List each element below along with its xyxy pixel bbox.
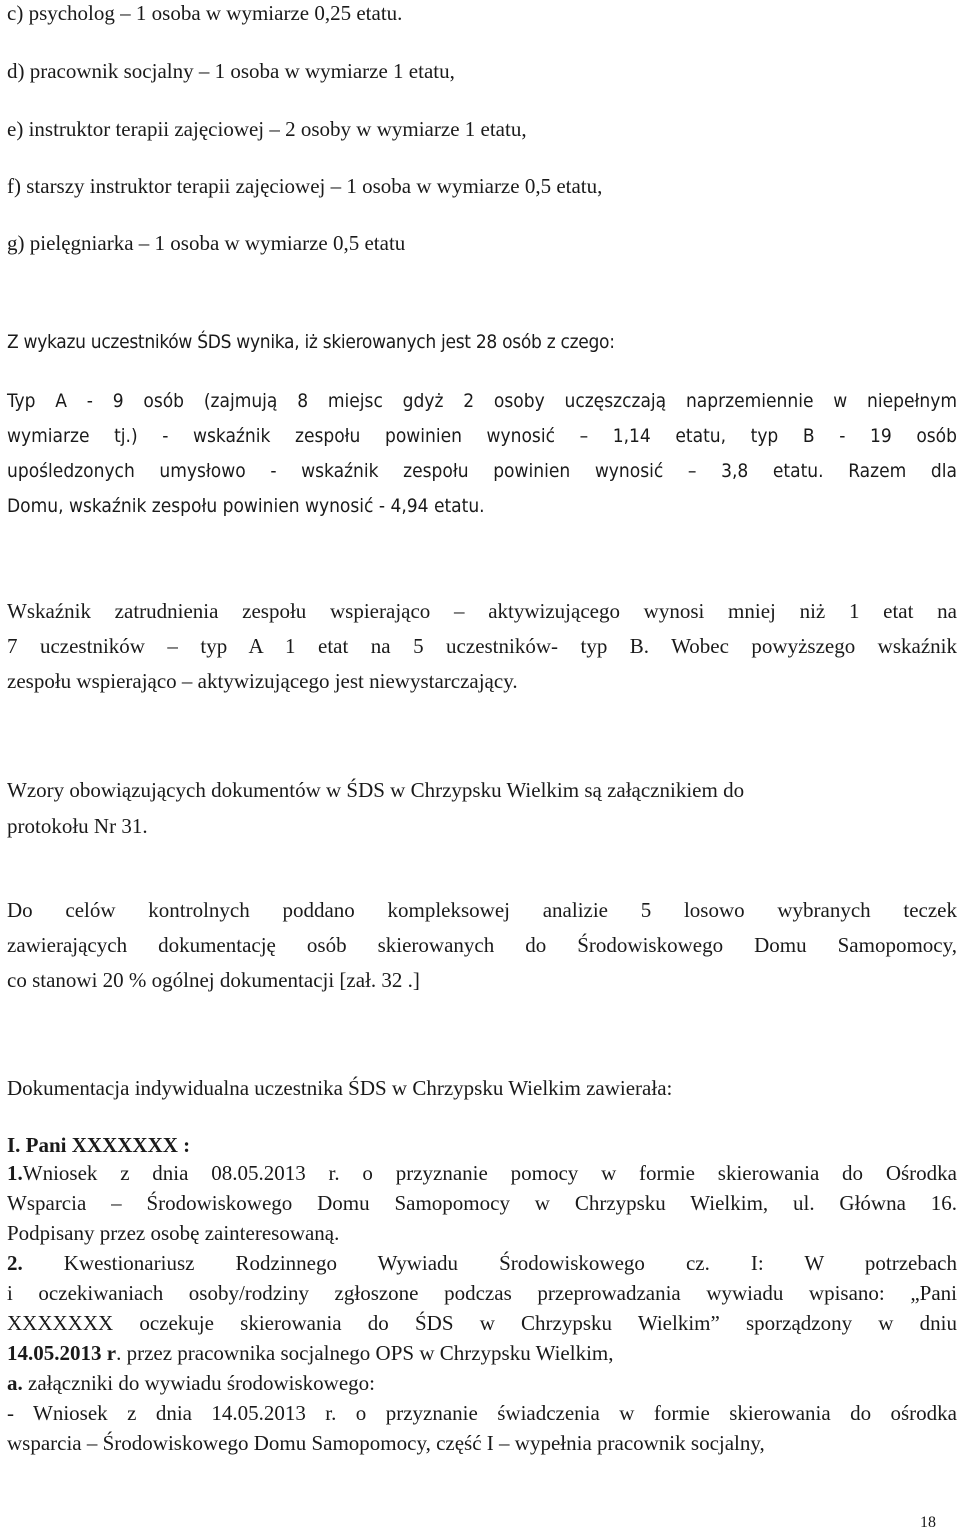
- templates-paragraph: [7, 772, 957, 844]
- participants-text: Z wykazu uczestników ŚDS wynika, iż skierowanych jest 28 osób z czego:: [7, 331, 615, 353]
- control-line-1: Do celów kontrolnych poddano kompleksowej analizie 5 losowo wybranych teczek: [7, 898, 957, 922]
- list-item-g: g) pielęgniarka – 1 osoba w wymiarze 0,5 etatu: [7, 231, 406, 255]
- item-2-number: 2.: [7, 1251, 23, 1275]
- list-item-f: f) starszy instruktor terapii zajęciowej – 1 osoba w wymiarze 0,5 etatu,: [7, 174, 603, 198]
- item-2: [7, 1248, 957, 1368]
- control-line-3: co stanowi 20 % ogólnej dokumentacji [zał. 32 .]: [7, 968, 420, 992]
- item-1-line-3: Podpisany przez osobę zainteresowaną.: [7, 1221, 340, 1245]
- types-line-2: wymiarze tj.) - wskaźnik zespołu powinien wynosić – 1,14 etatu, typ B - 19 osób: [7, 425, 957, 447]
- item-a-label: a.: [7, 1371, 23, 1395]
- list-item-e: e) instruktor terapii zajęciowej – 2 osoby w wymiarze 1 etatu,: [7, 117, 527, 141]
- indicator-line-1: Wskaźnik zatrudnienia zespołu wspierająco – aktywizującego wynosi mniej niż 1 etat na: [7, 599, 957, 623]
- types-line-3: upośledzonych umysłowo - wskaźnik zespołu powinien wynosić – 3,8 etatu. Razem dla: [7, 460, 957, 482]
- documentation-intro: [7, 1073, 957, 1103]
- item-2-line-3: XXXXXXX oczekuje skierowania do ŚDS w Chrzypsku Wielkim” sporządzony w dniu: [7, 1311, 957, 1335]
- item-1-line-2: Wsparcia – Środowiskowego Domu Samopomocy w Chrzypsku Wielkim, ul. Główna 16.: [7, 1191, 957, 1215]
- item-a: [7, 1368, 957, 1398]
- templates-line-2: protokołu Nr 31.: [7, 814, 148, 838]
- section-heading: I. Pani XXXXXXX :: [7, 1133, 191, 1157]
- types-paragraph: [7, 384, 957, 524]
- item-2-line-1: Kwestionariusz Rodzinnego Wywiadu Środowiskowego cz. I: W potrzebach: [22, 1251, 957, 1275]
- item-2-line-4: . przez pracownika socjalnego OPS w Chrzypsku Wielkim,: [116, 1341, 614, 1365]
- item-1: [7, 1158, 957, 1248]
- list-item-d: d) pracownik socjalny – 1 osoba w wymiarze 1 etatu,: [7, 59, 455, 83]
- templates-line-1: Wzory obowiązujących dokumentów w ŚDS w Chrzypsku Wielkim są załącznikiem do: [7, 778, 745, 802]
- indicator-line-3: zespołu wspierająco – aktywizującego jest niewystarczający.: [7, 669, 518, 693]
- attachment-line-1: - Wniosek z dnia 14.05.2013 r. o przyznanie świadczenia w formie skierowania do ośrodka: [7, 1401, 957, 1425]
- attachment-line-2: wsparcia – Środowiskowego Domu Samopomocy, część I – wypełnia pracownik socjalny,: [7, 1431, 765, 1455]
- control-paragraph: [7, 893, 957, 998]
- types-line-4: Domu, wskaźnik zespołu powinien wynosić - 4,94 etatu.: [7, 495, 485, 517]
- participants-paragraph: [7, 327, 957, 357]
- control-line-2: zawierających dokumentację osób skierowanych do Środowiskowego Domu Samopomocy,: [7, 933, 957, 957]
- documentation-intro-text: Dokumentacja indywidualna uczestnika ŚDS w Chrzypsku Wielkim zawierała:: [7, 1076, 673, 1100]
- indicator-line-2: 7 uczestników – typ A 1 etat na 5 uczestników- typ B. Wobec powyższego wskaźnik: [7, 634, 957, 658]
- section-one: [7, 1130, 957, 1160]
- item-2-date: 14.05.2013 r: [7, 1341, 117, 1365]
- item-1-line-1: Wniosek z dnia 08.05.2013 r. o przyznanie pomocy w formie skierowania do Ośrodka: [22, 1161, 957, 1185]
- item-2-line-2: i oczekiwaniach osoby/rodziny zgłoszone podczas przeprowadzania wywiadu wpisano: „Pani: [7, 1281, 957, 1305]
- indicator-paragraph: [7, 594, 957, 699]
- staff-list: [7, 0, 957, 258]
- attachments-list: [7, 1398, 957, 1458]
- list-item-c: c) psycholog – 1 osoba w wymiarze 0,25 etatu.: [7, 1, 403, 25]
- types-line-1: Typ A - 9 osób (zajmują 8 miejsc gdyż 2 osoby uczęszczają naprzemiennie w niepełnym: [7, 390, 957, 412]
- page-number: 18: [920, 1514, 936, 1531]
- item-a-text: załączniki do wywiadu środowiskowego:: [22, 1371, 376, 1395]
- item-1-number: 1.: [7, 1161, 23, 1185]
